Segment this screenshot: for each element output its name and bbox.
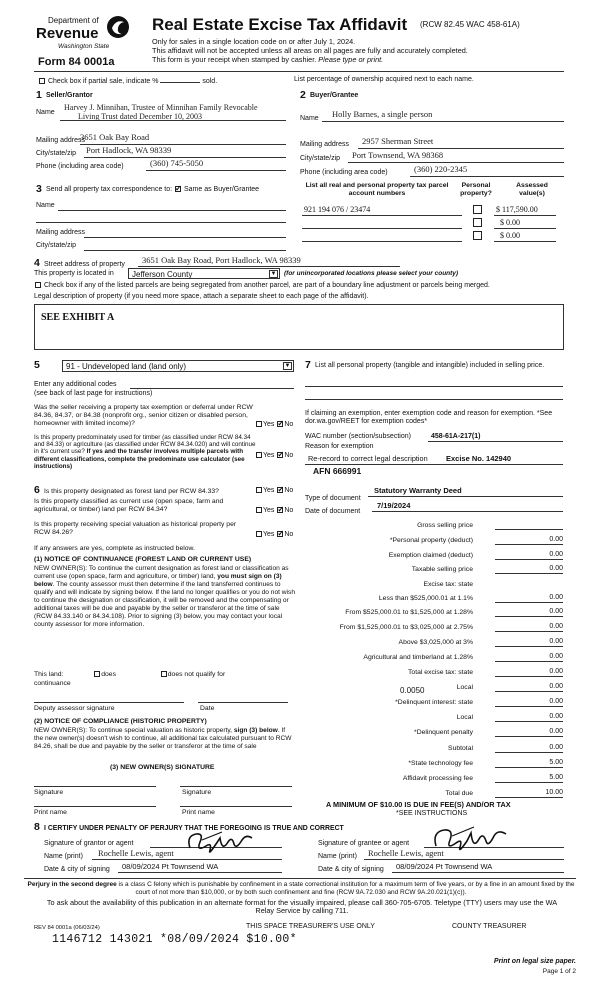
exemption-yes-no xyxy=(255,421,293,429)
segregated-label: Check box if any of the listed parcels are being segregated from another parcel, are part of a boundary line adjustment or parcels being merged. xyxy=(43,282,490,289)
personal-property-label: List all personal property (tangible and intangible) included in selling price. xyxy=(315,362,545,369)
historic-no-checkbox[interactable] xyxy=(277,531,283,537)
form-rcw: (RCW 82.45 WAC 458-61A) xyxy=(420,20,520,29)
doc-date-label: Date of document xyxy=(305,508,361,515)
historic-yes-no xyxy=(255,531,293,539)
perjury-notice xyxy=(26,881,576,897)
tax-row-value[interactable]: 0.00 xyxy=(495,608,563,617)
seller-heading: Seller/Grantor xyxy=(46,92,93,99)
county-select[interactable] xyxy=(128,268,280,279)
yes-label: Yes xyxy=(263,487,275,494)
section1-number: 1 xyxy=(36,89,42,101)
owner-signature-heading: (3) NEW OWNER(S) SIGNATURE xyxy=(110,764,215,771)
current-use-yes-checkbox[interactable] xyxy=(256,507,262,513)
exemption-question: Was the seller receiving a property tax exemption or deferral under RCW 84.36, 84.37, or 84.38 (nonprofit org., senior citizen or disabled person, homeowner with limited income)? xyxy=(34,404,253,427)
tax-row-label: Less than $525,000.01 at 1.1% xyxy=(378,595,473,602)
seller-mail-label: Mailing address xyxy=(36,137,86,144)
yes-label: Yes xyxy=(263,421,275,428)
forest-yes-no xyxy=(255,487,293,495)
minimum-due-note: A MINIMUM OF $10.00 IS DUE IN FEE(S) AND/OR TAX xyxy=(326,800,511,809)
current-use-no-checkbox[interactable] xyxy=(277,507,283,513)
buyer-city[interactable]: Port Townsend, WA 98368 xyxy=(352,150,444,160)
see-instructions-note: *SEE INSTRUCTIONS xyxy=(396,810,468,817)
wac-label: WAC number (section/subsection) xyxy=(305,433,411,440)
tax-row-value[interactable]: 5.00 xyxy=(495,759,563,768)
timber-question-emph: If yes and the transfer involves multiple parcels with different classifications, complete the predominate use calculator (see instructions) xyxy=(34,448,245,470)
historic-text-emph: sign (3) below xyxy=(233,727,278,734)
land-use-value: 91 - Undeveloped land (land only) xyxy=(66,362,187,371)
revision: REV 84 0001a (06/03/24) xyxy=(34,925,100,931)
historic-text-a: NEW OWNER(S): To continue special valuation as historic property, xyxy=(34,727,234,734)
tax-row-value[interactable]: 10.00 xyxy=(495,789,563,798)
continuance-text-a: NEW OWNER(S): To continue the current designation as forest land or classification as current use (open space, farm and agriculture, or timber) land, xyxy=(34,565,289,581)
buyer-mail-label: Mailing address xyxy=(300,141,350,148)
continuance-label: continuance xyxy=(34,680,71,687)
buyer-name[interactable]: Holly Barnes, a single person xyxy=(332,109,433,119)
header-sub1: Only for sales in a single location code on or after July 1, 2024. xyxy=(152,37,356,46)
codes-note: (see back of last page for instructions) xyxy=(34,390,153,397)
grantor-name-label: Name (print) xyxy=(44,853,83,860)
seller-name-line1[interactable]: Harvey J. Minnihan, Trustee of Minnihan Family Revocable xyxy=(64,103,258,112)
continuance-text-emph: you must sign on (3) below xyxy=(34,573,282,589)
tax-row-value[interactable]: 0.00 xyxy=(495,668,563,677)
buyer-city-label: City/state/zip xyxy=(300,155,341,162)
owner-print-name-label-1: Print name xyxy=(34,809,67,816)
timber-yes-checkbox[interactable] xyxy=(256,452,262,458)
seller-mail[interactable]: 3651 Oak Bay Road xyxy=(80,132,150,142)
yes-label: Yes xyxy=(263,531,275,538)
tax-row-value[interactable]: 0.00 xyxy=(495,638,563,647)
continuance-text xyxy=(34,565,296,629)
deputy-signature-label: Deputy assessor signature xyxy=(34,705,115,712)
legal-description-box[interactable] xyxy=(34,304,564,350)
reason-label: Reason for exemption xyxy=(305,443,374,450)
timber-yes-no xyxy=(255,452,293,460)
grantor-name[interactable]: Rochelle Lewis, agent xyxy=(98,848,174,858)
legal-description: SEE EXHIBIT A xyxy=(41,312,115,323)
buyer-heading: Buyer/Grantee xyxy=(310,92,359,99)
perjury-notice-emph: Perjury in the second degree xyxy=(27,881,117,888)
timber-question xyxy=(34,434,256,470)
no-label: No xyxy=(284,487,294,494)
chevron-down-icon: ▼ xyxy=(270,271,277,277)
historic-question: Is this property receiving special valuation as historical property per RCW 84.26? xyxy=(34,521,237,536)
current-use-question: Is this property classified as current use (open space, farm and agricultural, or timber) land per RCW 84.34? xyxy=(34,498,224,513)
forest-no-checkbox[interactable] xyxy=(277,487,283,493)
parcel-row xyxy=(302,230,564,242)
tax-row-label: *State technology fee xyxy=(408,760,473,767)
tax-row-label: Local xyxy=(456,714,473,721)
historic-text-c: . If the new owner(s) doesn't wish to continue, all additional tax calculated pursuant to RCW 84.26, shall be due and payable by the seller or transferor at the time of sale xyxy=(34,727,292,751)
parcels-col2-header: Personal property? xyxy=(460,182,492,197)
header-sub3-text: This form is your receipt when stamped by cashier. xyxy=(152,55,319,64)
this-land-label: This land: xyxy=(34,671,64,678)
segregated-row xyxy=(34,282,564,290)
land-use-select[interactable] xyxy=(62,360,294,372)
buyer-phone[interactable]: (360) 220-2345 xyxy=(414,164,468,174)
form-number: Form 84 0001a xyxy=(38,56,115,68)
forest-yes-checkbox[interactable] xyxy=(256,487,262,493)
parcels-col1-header: List all real and personal property tax parcel account numbers xyxy=(305,182,449,197)
continuance-text-c: . The county assessor must then determine if the land transferred continues to qualify and will indicate by signing below. If the land no longer qualifies or you do not wish to continue the designation or classification, it will be removed and the compensating or additional taxes will be due and payable by the seller or transferor at the time of sale (RCW 84.33.140 or 84.34.108). Prior to signing (3) below, you may contact your local county assessor for more information. xyxy=(34,581,295,629)
chevron-down-icon: ▼ xyxy=(284,363,291,369)
logo-revenue: Revenue xyxy=(36,25,99,42)
section7-number: 7 xyxy=(305,359,311,371)
afn-number: AFN 666991 xyxy=(313,466,362,476)
same-as-buyer-label: Same as Buyer/Grantee xyxy=(183,186,260,193)
no-label: No xyxy=(284,421,294,428)
treasurer-use-label: THIS SPACE TREASURER'S USE ONLY xyxy=(246,923,375,930)
street-label: Street address of property xyxy=(44,261,125,268)
tax-row-label: Exemption claimed (deduct) xyxy=(388,552,473,559)
logo-dept: Department of xyxy=(48,16,99,25)
yes-label: Yes xyxy=(263,452,275,459)
located-label: This property is located in xyxy=(34,270,114,277)
tax-row-value[interactable]: 0.00 xyxy=(495,623,563,632)
codes-label: Enter any additional codes xyxy=(34,381,117,388)
no-label: No xyxy=(284,507,294,514)
buyer-name-label: Name xyxy=(300,115,319,122)
does-label: does xyxy=(101,671,116,678)
section3-label: Send all property tax correspondence to: xyxy=(46,186,173,193)
section2-number: 2 xyxy=(300,89,306,101)
current-use-yes-no xyxy=(255,507,293,515)
tax-row-value[interactable]: 0.00 xyxy=(495,594,563,603)
section6-number: 6 xyxy=(34,484,40,496)
tax-row-label: Total excise tax: state xyxy=(408,669,473,676)
forest-question: Is this property designated as forest land per RCW 84.33? xyxy=(44,488,219,495)
tax-row-value[interactable]: 0.00 xyxy=(495,683,563,692)
tax-row-value[interactable]: 0.00 xyxy=(495,551,563,560)
page-number: Page 1 of 2 xyxy=(542,968,576,975)
buyer-phone-label: Phone (including area code) xyxy=(300,169,388,176)
owner-signature-label-1: Signature xyxy=(34,789,64,796)
street-address[interactable]: 3651 Oak Bay Road, Port Hadlock, WA 98339 xyxy=(142,255,301,265)
grantee-name-label: Name (print) xyxy=(318,853,357,860)
tax-row-value[interactable]: 5.00 xyxy=(495,774,563,783)
does-not-checkbox[interactable] xyxy=(161,671,167,677)
historic-yes-checkbox[interactable] xyxy=(256,531,262,537)
legal-label: Legal description of property (if you need more space, attach a separate sheet to each page of the affidavit). xyxy=(34,293,369,300)
grantor-signature-label: Signature of grantor or agent xyxy=(44,840,134,847)
tax-row-label: Taxable selling price xyxy=(411,566,473,573)
header-sub3-emph: Please type or print. xyxy=(318,55,384,64)
doc-type-label: Type of document xyxy=(305,495,361,502)
tax-row-value[interactable] xyxy=(495,521,563,530)
tax-row-label: Above $3,025,000 at 3% xyxy=(398,639,473,646)
doc-type-value[interactable]: Statutory Warranty Deed xyxy=(374,486,462,495)
form-title: Real Estate Excise Tax Affidavit xyxy=(152,15,408,34)
section3-name-label: Name xyxy=(36,202,55,209)
parcels-col3-header: Assessed value(s) xyxy=(516,182,548,197)
tax-row-value[interactable]: 0.00 xyxy=(495,744,563,753)
tax-row-label: *Delinquent penalty xyxy=(414,729,473,736)
tax-row-label: Excise tax: state xyxy=(423,581,473,588)
owner-print-name-label-2: Print name xyxy=(182,809,215,816)
seller-city[interactable]: Port Hadlock, WA 98339 xyxy=(86,145,172,155)
reason-value[interactable]: Re-record to correct legal description xyxy=(308,454,428,463)
this-land-row xyxy=(34,671,225,679)
section3-row xyxy=(46,186,259,194)
tax-row-label: *Personal property (deduct) xyxy=(389,537,473,544)
header-sub3 xyxy=(152,56,383,64)
parcel-row xyxy=(302,204,564,216)
county-note: (for unincorporated locations please select your county) xyxy=(284,270,459,277)
assessed-value[interactable]: $ 0.00 xyxy=(500,231,520,240)
same-as-buyer-checkbox[interactable] xyxy=(175,186,181,192)
timber-question-text: Is this property predominately used for timber (as classified under RCW 84.34 and 84.33) or agriculture (as classified under RCW 84.34.020) and will continue in it's current use? xyxy=(34,434,256,456)
assessed-value[interactable]: $ 0.00 xyxy=(500,218,520,227)
exemption-no-checkbox[interactable] xyxy=(277,421,283,427)
logo xyxy=(36,14,132,54)
cashier-stamp: 1146712 143021 *08/09/2024 $10.00* xyxy=(52,933,297,946)
partial-sold-label: sold. xyxy=(202,78,218,85)
yes-label: Yes xyxy=(263,507,275,514)
seller-phone-label: Phone (including area code) xyxy=(36,163,124,170)
tax-row-label: From $525,000.01 to $1,525,000 at 1.28% xyxy=(345,609,473,616)
seller-phone[interactable]: (360) 745-5050 xyxy=(150,158,204,168)
seller-name-line2[interactable]: Living Trust dated December 10, 2003 xyxy=(78,112,202,121)
tax-row-value[interactable]: 0.00 xyxy=(495,728,563,737)
tax-row-label: Agricultural and timberland at 1.28% xyxy=(363,654,473,661)
exempt-label: If claiming an exemption, enter exemption code and reason for exemption. *See dor.wa.gov/REET for exemption codes* xyxy=(305,410,553,426)
tax-row-value[interactable]: 0.00 xyxy=(495,653,563,662)
excise-number: Excise No. 142940 xyxy=(446,454,512,463)
historic-text xyxy=(34,727,296,751)
section4-number: 4 xyxy=(34,257,40,269)
historic-heading: (2) NOTICE OF COMPLIANCE (HISTORIC PROPERTY) xyxy=(34,718,207,725)
local-rate: 0.0050 xyxy=(400,686,425,695)
parcel-row xyxy=(302,217,564,229)
section3-mail-label: Mailing address xyxy=(36,229,86,236)
revenue-swirl-icon xyxy=(106,14,130,40)
section6-note: If any answers are yes, complete as instructed below. xyxy=(34,545,195,552)
section3-number: 3 xyxy=(36,183,42,195)
perjury-notice-text: is a class C felony which is punishable by confinement in a state correctional institution for a maximum term of five years, or by a fine in an amount fixed by the court of not more than $10,000, or by both such confinement and fine (RCW 9A.72.030 and RCW 9A.20.021(1)(c)). xyxy=(116,881,575,896)
county-value: Jefferson County xyxy=(132,270,193,279)
grantor-date-label: Date & city of signing xyxy=(44,866,110,873)
assessed-value[interactable]: $ 117,590.00 xyxy=(496,205,538,214)
seller-city-label: City/state/zip xyxy=(36,150,77,157)
grantor-signature[interactable] xyxy=(182,828,262,858)
partial-sale-checkbox[interactable] xyxy=(39,78,45,84)
partial-sale-label: Check box if partial sale, indicate % xyxy=(47,78,159,85)
section3-city-label: City/state/zip xyxy=(36,242,77,249)
grantee-name[interactable]: Rochelle Lewis, agent xyxy=(368,848,444,858)
personal-property-checkbox[interactable] xyxy=(473,205,482,214)
tax-row-label: Gross selling price xyxy=(417,522,473,529)
exemption-yes-checkbox[interactable] xyxy=(256,421,262,427)
personal-property-checkbox[interactable] xyxy=(473,231,482,240)
no-label: No xyxy=(284,531,294,538)
ownership-note: List percentage of ownership acquired next to each name. xyxy=(294,76,474,83)
seller-name-label: Name xyxy=(36,109,55,116)
legal-size-note: Print on legal size paper. xyxy=(493,958,576,965)
timber-no-checkbox[interactable] xyxy=(277,452,283,458)
tax-row-label: Subtotal xyxy=(448,745,473,752)
tax-row-value[interactable]: 0.00 xyxy=(495,713,563,722)
tax-row-label: Local xyxy=(456,684,473,691)
buyer-mail[interactable]: 2957 Sherman Street xyxy=(362,136,434,146)
personal-property-checkbox[interactable] xyxy=(473,218,482,227)
grantor-date[interactable]: 08/09/2024 Pt Townsend WA xyxy=(122,862,219,871)
tax-row-label: Affidavit processing fee xyxy=(402,775,473,782)
doc-date-value[interactable]: 7/19/2024 xyxy=(377,501,411,510)
header-sub2: This affidavit will not be accepted unless all areas on all pages are fully and accurately completed. xyxy=(152,46,468,55)
tax-row-value[interactable]: 0.00 xyxy=(495,698,563,707)
does-not-label: does not qualify for xyxy=(167,671,226,678)
grantee-date-label: Date & city of signing xyxy=(318,866,384,873)
partial-percent-field[interactable] xyxy=(160,76,200,83)
parcel-number[interactable]: 921 194 076 / 23474 xyxy=(304,205,371,214)
wac-value[interactable]: 458-61A-217(1) xyxy=(431,433,481,440)
owner-signature-label-2: Signature xyxy=(182,789,212,796)
does-checkbox[interactable] xyxy=(94,671,100,677)
section5-number: 5 xyxy=(34,359,40,371)
grantee-date[interactable]: 08/09/2024 Pt Townsend WA xyxy=(396,862,493,871)
continuance-heading: (1) NOTICE OF CONTINUANCE (FOREST LAND OR CURRENT USE) xyxy=(34,556,252,563)
deputy-date-label: Date xyxy=(200,705,215,712)
section8-number: 8 xyxy=(34,821,40,833)
tax-row-label: From $1,525,000.01 to $3,025,000 at 2.75% xyxy=(339,624,473,631)
tax-row-value[interactable]: 0.00 xyxy=(495,536,563,545)
no-label: No xyxy=(284,452,294,459)
tax-row-value[interactable]: 0.00 xyxy=(495,565,563,574)
segregated-checkbox[interactable] xyxy=(35,282,41,288)
logo-state: Washington State xyxy=(58,43,110,50)
certify-statement: I CERTIFY UNDER PENALTY OF PERJURY THAT THE FOREGOING IS TRUE AND CORRECT xyxy=(44,825,344,832)
tax-row-label: Total due xyxy=(445,790,473,797)
partial-sale-row xyxy=(38,76,217,86)
county-treasurer-label: COUNTY TREASURER xyxy=(452,923,527,930)
alt-format-notice: To ask about the availability of this publication in an alternate format for the visually impaired, please call 360-705-6705. Teletype (TTY) users may use the WA Relay Service by calling 711. xyxy=(46,898,558,916)
grantee-signature-label: Signature of grantee or agent xyxy=(318,840,410,847)
tax-row-label: *Delinquent interest: state xyxy=(395,699,473,706)
